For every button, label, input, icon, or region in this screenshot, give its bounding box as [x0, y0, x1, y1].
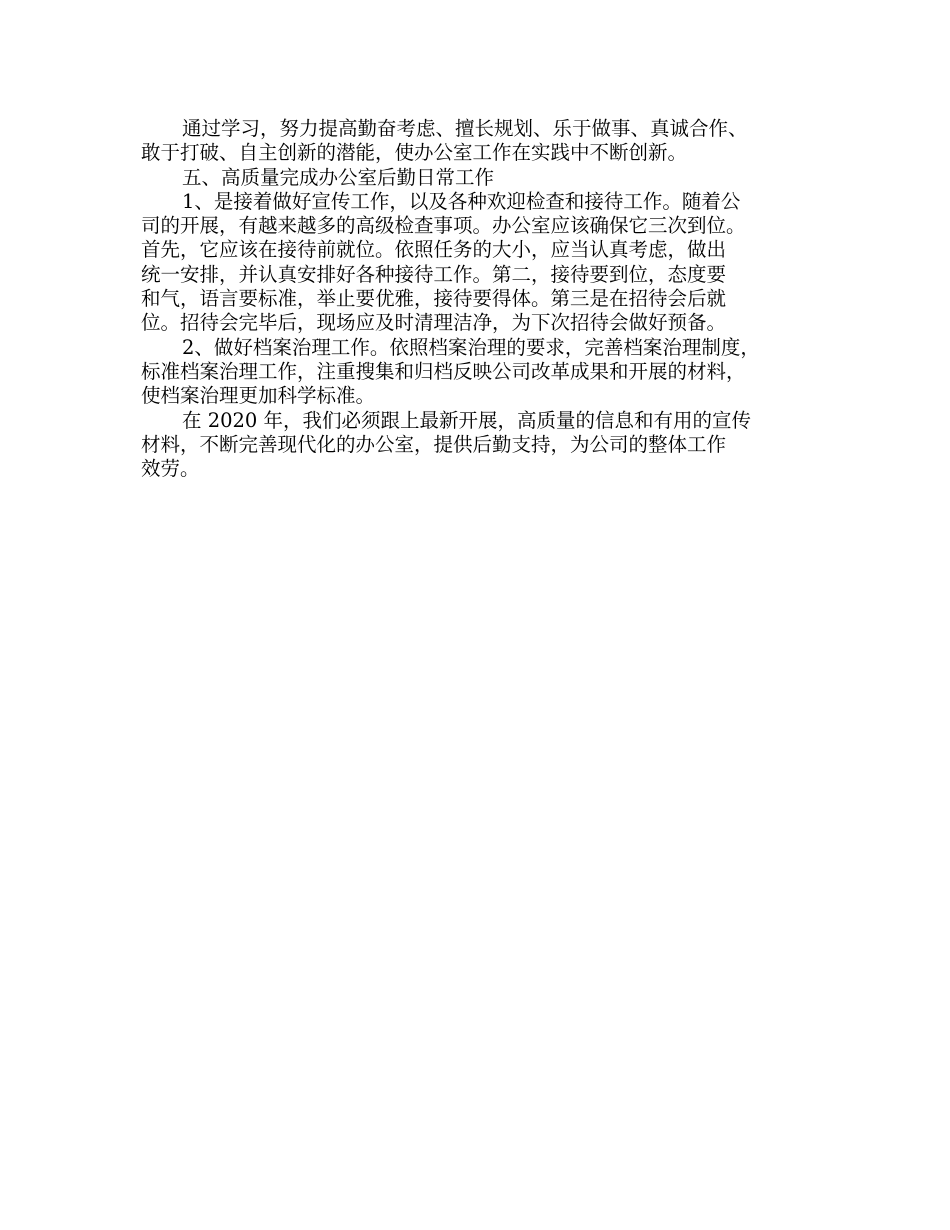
section-heading-five [141, 166, 821, 190]
text-line: 在 2020 年，我们必须跟上最新开展，高质量的信息和有用的宣传 [182, 408, 752, 432]
text-line: 司的开展，有越来越多的高级检查事项。办公室应该确保它三次到位。 [141, 214, 746, 238]
text-line: 统一安排，并认真安排好各种接待工作。第二，接待要到位，态度要 [141, 262, 727, 286]
text-line: 效劳。 [141, 457, 200, 481]
text-line: 和气，语言要标准，举止要优雅，接待要得体。第三是在招待会后就 [141, 287, 727, 311]
document-body [141, 117, 821, 481]
text-line: 材料，不断完善现代化的办公室，提供后勤支持，为公司的整体工作 [141, 432, 727, 456]
paragraph-item-one [141, 190, 821, 336]
section-heading-text: 五、高质量完成办公室后勤日常工作 [182, 165, 495, 189]
text-line: 1、是接着做好宣传工作，以及各种欢迎检查和接待工作。随着公 [182, 189, 741, 213]
paragraph-learning [141, 117, 821, 166]
text-line: 位。招待会完毕后，现场应及时清理洁净，为下次招待会做好预备。 [141, 311, 727, 335]
paragraph-conclusion [141, 409, 821, 482]
text-line: 首先，它应该在接待前就位。依照任务的大小，应当认真考虑，做出 [141, 238, 727, 262]
text-line: 通过学习，努力提高勤奋考虑、擅长规划、乐于做事、真诚合作、 [182, 117, 748, 140]
text-line: 2、做好档案治理工作。依照档案治理的要求，完善档案治理制度， [182, 335, 760, 359]
text-line: 敢于打破、自主创新的潜能，使办公室工作在实践中不断创新。 [141, 141, 688, 165]
text-line: 使档案治理更加科学标准。 [141, 384, 376, 408]
paragraph-item-two [141, 336, 821, 409]
text-line: 标准档案治理工作，注重搜集和归档反映公司改革成果和开展的材料， [141, 359, 746, 383]
